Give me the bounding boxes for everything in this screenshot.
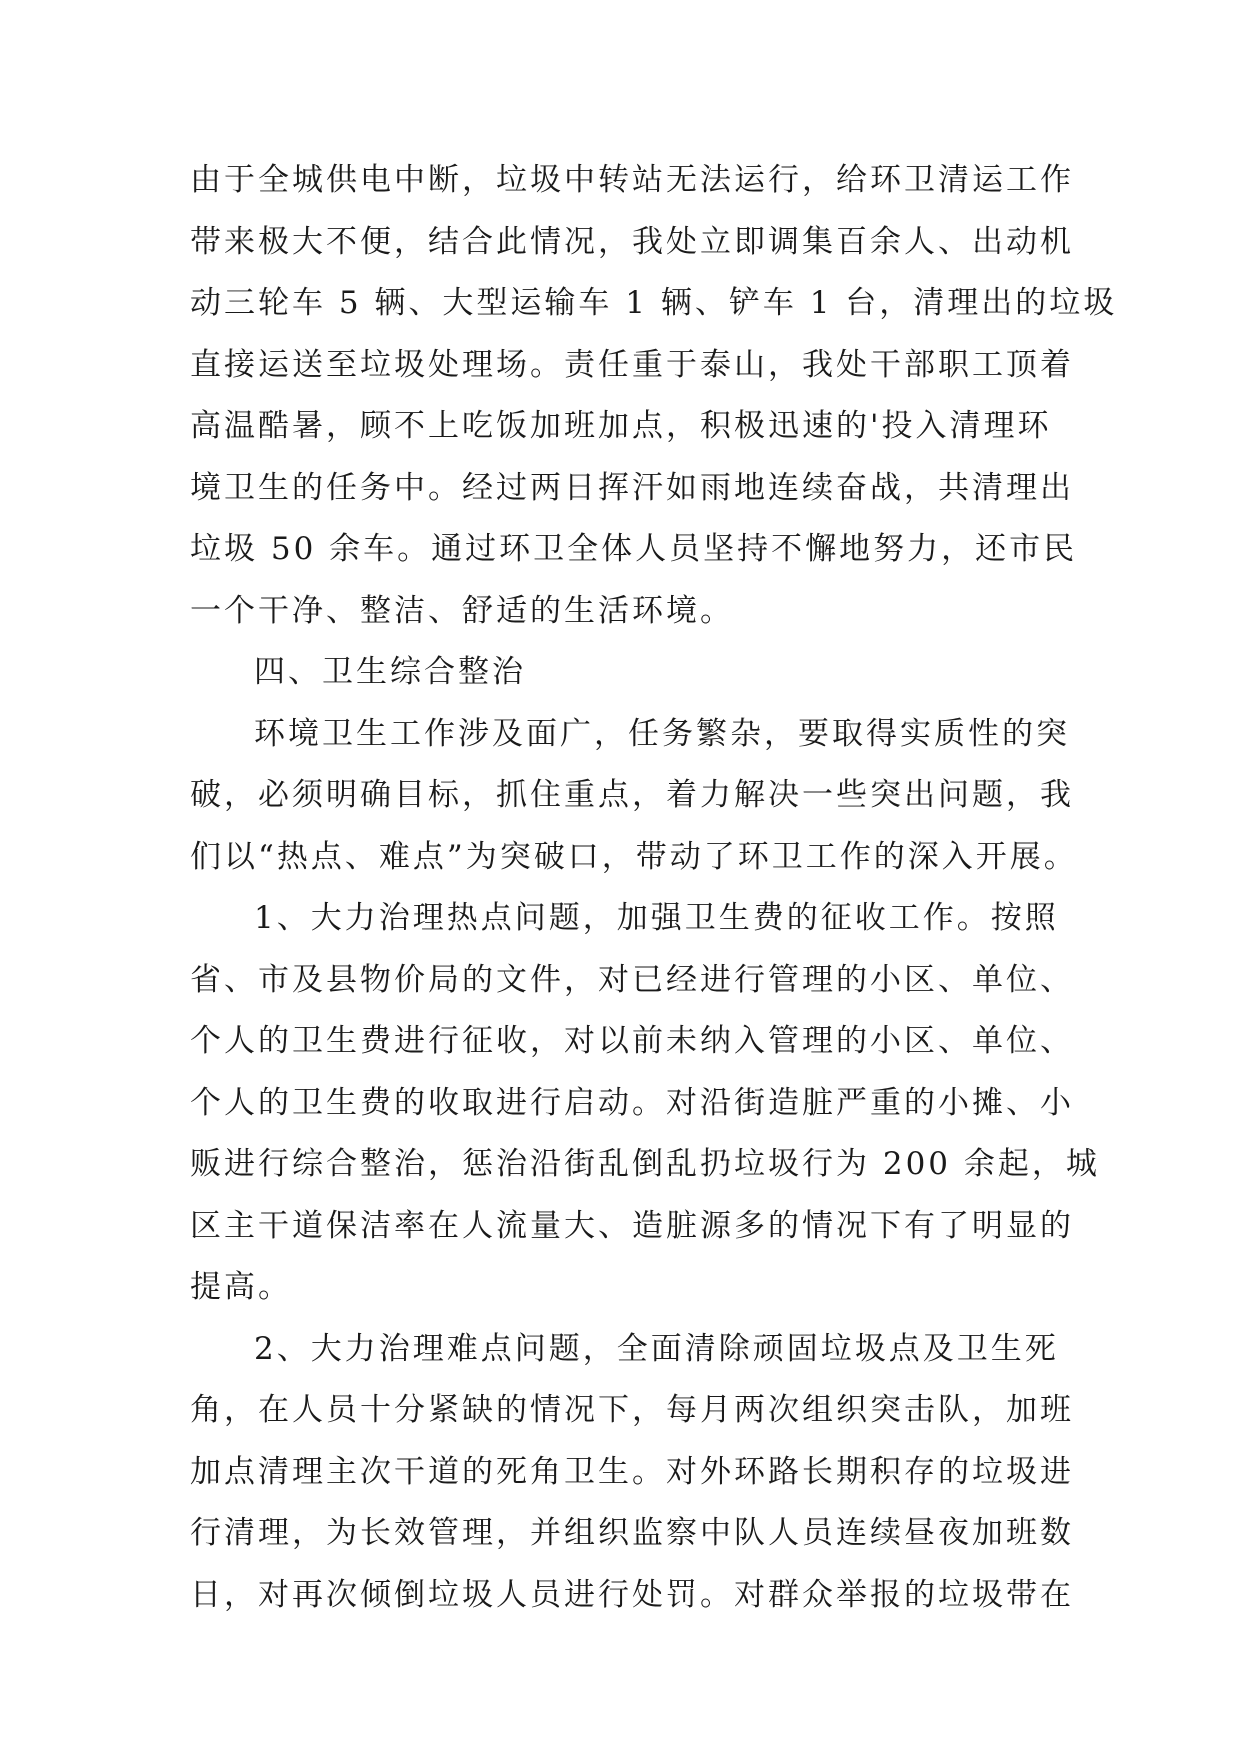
text-line: 垃圾 50 余车。通过环卫全体人员坚持不懈地努力，还市民 <box>190 531 1078 567</box>
text-line: 动三轮车 5 辆、大型运输车 1 辆、铲车 1 台，清理出的垃圾 <box>190 285 1118 321</box>
text-line: 1、大力治理热点问题，加强卫生费的征收工作。按照 <box>254 900 1059 936</box>
text-line: 四、卫生综合整治 <box>254 654 526 690</box>
text-line: 2、大力治理难点问题，全面清除顽固垃圾点及卫生死 <box>254 1330 1059 1367</box>
text-line: 日，对再次倾倒垃圾人员进行处罚。对群众举报的垃圾带在 <box>190 1576 1074 1613</box>
text-line: 们以“热点、难点”为突破口，带动了环卫工作的深入开展。 <box>190 838 1078 875</box>
text-line: 区主干道保洁率在人流量大、造脏源多的情况下有了明显的 <box>190 1207 1074 1244</box>
text-line: 带来极大不便，结合此情况，我处立即调集百余人、出动机 <box>190 223 1074 260</box>
text-line: 省、市及县物价局的文件，对已经进行管理的小区、单位、 <box>190 961 1074 998</box>
text-line: 直接运送至垃圾处理场。责任重于泰山，我处干部职工顶着 <box>190 346 1074 383</box>
text-line: 环境卫生工作涉及面广，任务繁杂，要取得实质性的突 <box>254 715 1070 752</box>
text-line: 个人的卫生费的收取进行启动。对沿街造脏严重的小摊、小 <box>190 1084 1074 1121</box>
text-line: 由于全城供电中断，垃圾中转站无法运行，给环卫清运工作 <box>190 162 1074 198</box>
text-line: 一个干净、整洁、舒适的生活环境。 <box>190 592 734 629</box>
text-line: 角，在人员十分紧缺的情况下，每月两次组织突击队，加班 <box>190 1392 1074 1428</box>
text-line: 贩进行综合整治，惩治沿街乱倒乱扔垃圾行为 200 余起，城 <box>190 1146 1100 1182</box>
text-line: 加点清理主次干道的死角卫生。对外环路长期积存的垃圾进 <box>190 1453 1074 1490</box>
text-line: 境卫生的任务中。经过两日挥汗如雨地连续奋战，共清理出 <box>190 469 1074 506</box>
text-line: 行清理，为长效管理，并组织监察中队人员连续昼夜加班数 <box>190 1515 1074 1551</box>
text-line: 高温酷暑，顾不上吃饭加班加点，积极迅速的'投入清理环 <box>190 408 1052 444</box>
text-line: 个人的卫生费进行征收，对以前未纳入管理的小区、单位、 <box>190 1023 1074 1059</box>
text-line: 提高。 <box>190 1269 292 1305</box>
text-line: 破，必须明确目标，抓住重点，着力解决一些突出问题，我 <box>190 777 1074 813</box>
document-body <box>190 150 1118 1626</box>
